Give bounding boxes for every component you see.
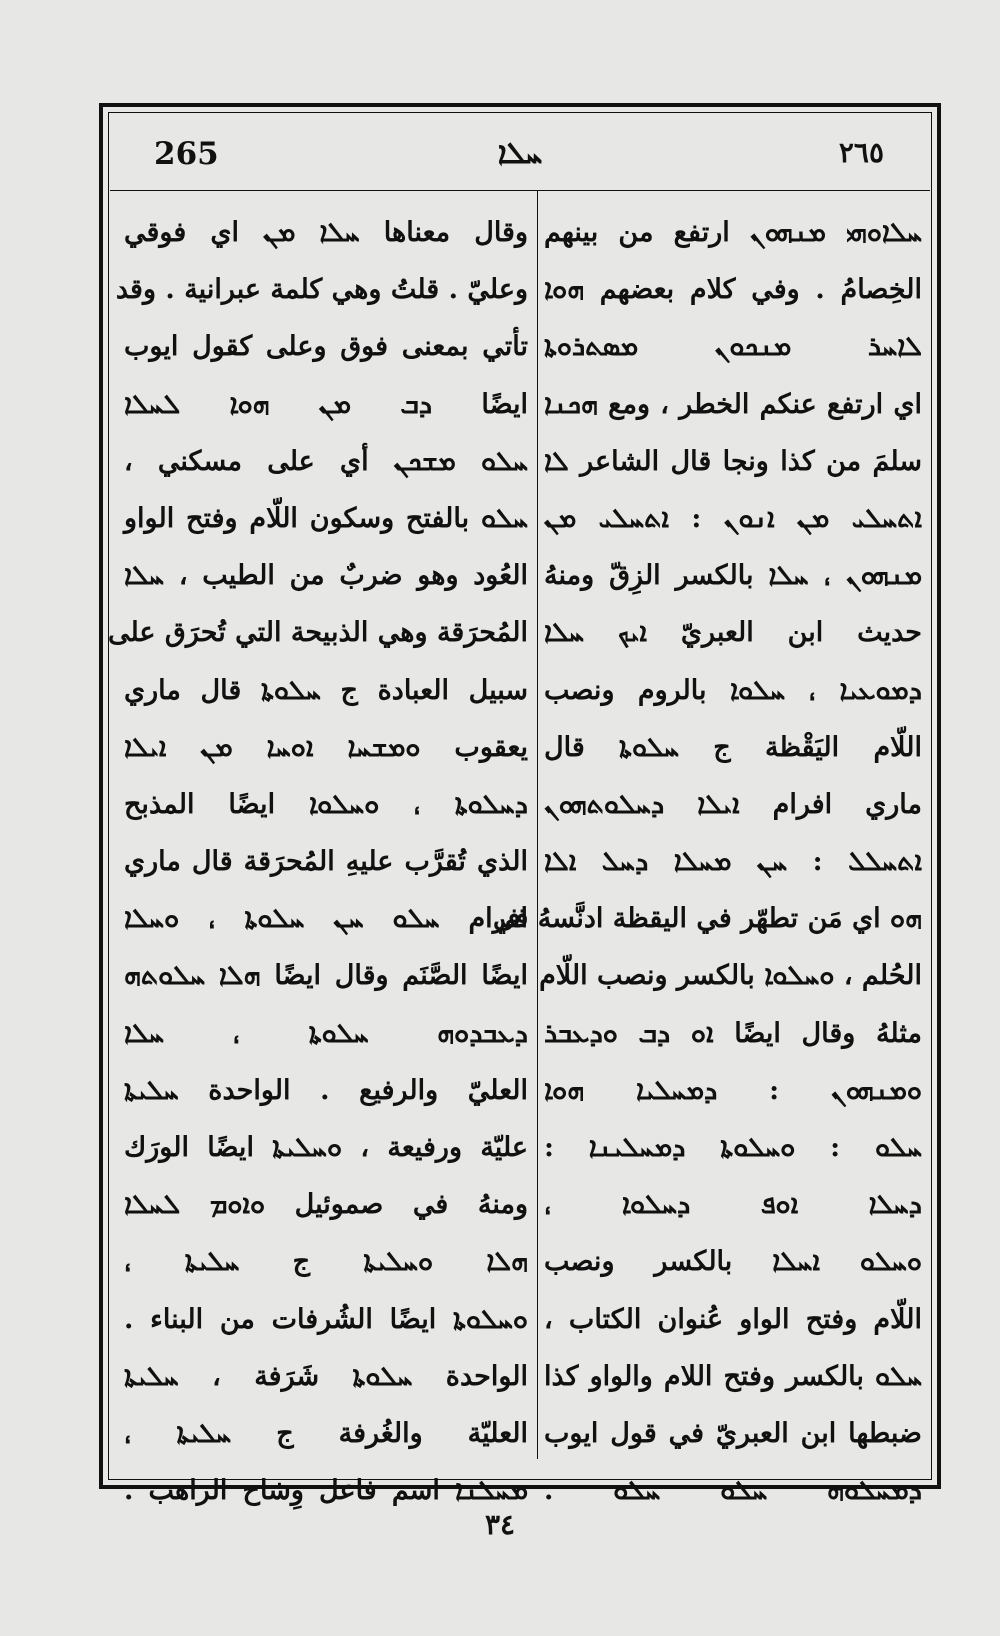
right-column <box>492 204 922 1507</box>
text-line: اللّام وفتح الواو عُنوان الكتاب ، <box>544 1303 922 1335</box>
page-number-latin: 265 <box>154 136 219 172</box>
text-line: ايضًا ܕܒ ܡܢ ܗܘܐ ܠܚܠܐ <box>124 388 528 420</box>
text-line: ܕܡܚܠܘܗ ܚܠܘ ܚܠܘ . <box>544 1475 922 1507</box>
text-line: ܚܠܘ بالكسر وفتح اللام والواو كذا <box>544 1360 922 1392</box>
text-line: العليّة والغُرفة ج ܚܠܝܬܐ ، <box>124 1417 528 1449</box>
text-line: ايضًا الصَّنَم وقال ايضًا ܗܠܐ ܚܠܘܬܗ <box>124 960 528 992</box>
text-line: مثلهُ وقال ايضًا ܐܘ ܕܒ ܘܕܥܒܪ <box>544 1017 922 1049</box>
text-line: ܕܡܘܥܝܐ ، ܚܠܘܐ بالروم ونصب <box>544 674 922 706</box>
text-line: الحُلم ، ܘܚܠܘܐ بالكسر ونصب اللّام <box>539 960 922 992</box>
column-divider <box>537 191 538 1459</box>
text-line: ماري افرام ܐܝܠܐ ܕܚܠܘܬܗܘܢ <box>544 788 922 820</box>
text-line: ضبطها ابن العبريّ في قول ايوب <box>544 1417 922 1449</box>
text-line: ܐܬܚܠܝ ܡܢ ܐܢܘܢ : ܐܬܚܠܝ ܡܢ <box>544 502 922 534</box>
text-line: عليّة ورفيعة ، ܘܚܠܝܬܐ ايضًا الورَك <box>124 1132 528 1163</box>
text-line: العُود وهو ضربٌ من الطيب ، ܚܠܐ <box>124 560 528 592</box>
left-column <box>107 204 528 1507</box>
text-line: ܗܠܐ ܘܚܠܝܬܐ ج ܚܠܝܬܐ ، <box>124 1246 528 1278</box>
text-line: ܕܥܒܕܘܗ ܚܠܘܬܐ ، ܚܠܐ <box>124 1017 528 1049</box>
text-line: ومنهُ في صموئيل ܘܐܘܡ ܠܚܠܐ <box>124 1189 528 1221</box>
text-line: العليّ والرفيع . الواحدة ܚܠܝܬܐ <box>124 1074 528 1106</box>
text-line: ܗܘ اي مَن تطهّر في اليقظة ادنَّسهُ في <box>492 903 922 935</box>
text-line: ܘܚܠܘܬܐ ايضًا الشُرفات من البناء . <box>124 1303 528 1335</box>
text-line: الذي تُقرَّب عليهِ المُحرَقة قال ماري <box>124 846 528 878</box>
text-line: ܚܠܘ بالفتح وسكون اللّام وفتح الواو <box>124 502 528 534</box>
text-line: يعقوب ܘܡܫܚܐ ܐܘܚܐ ܡܢ ܐܝܠܐ <box>124 731 528 763</box>
text-line: ܕܚܠܘܬܐ ، ܘܚܠܘܐ ايضًا المذبح <box>124 788 528 820</box>
text-line: ܚܠܘ ܡܫܟܢ أي على مسكني ، <box>124 445 528 477</box>
text-line: الواحدة ܚܠܘܬܐ شَرَفة ، ܚܠܝܬܐ <box>124 1360 528 1392</box>
text-line: ܘܡܢܗܘܢ : ܕܡܚܠܝܐ ܗܘܐ <box>544 1074 922 1106</box>
text-line: ܘܚܠܘ ܐܚܠܐ بالكسر ونصب <box>544 1246 922 1278</box>
text-line: تأتي بمعنى فوق وعلى كقول ايوب <box>124 331 528 363</box>
text-line: اللّام اليَقْظة ج ܚܠܘܬܐ قال <box>544 731 922 763</box>
page-number-arabic: ٢٦٥ <box>838 136 884 169</box>
running-title: ܚܠܐ <box>497 136 543 171</box>
text-line: ܠܐܚܪ ܡܢܟܘܢ ܡܣܬܪܘܬܐ <box>544 331 922 363</box>
text-line: سبيل العبادة ج ܚܠܘܬܐ قال ماري <box>124 674 528 706</box>
text-line: الخِصامُ . وفي كلام بعضهم ܗܘܐ <box>544 274 922 306</box>
text-line: ܡܚܠܢܐ اسم فاعل وِشاح الراهب . <box>124 1475 528 1507</box>
text-line: ܚܠܘ : ܘܚܠܘܬܐ ܕܡܚܠܝܢܐ : <box>544 1132 922 1163</box>
header-rule <box>110 190 930 191</box>
text-line: ܚܠܐܘܗܝ ܡܢܗܘܢ ارتفع من بينهم <box>544 217 922 248</box>
text-line: ܕܚܠܐ ܐܘܦ ܕܚܠܘܐ ، <box>544 1189 922 1221</box>
text-line: المُحرَقة وهي الذبيحة التي تُحرَق على <box>107 617 528 649</box>
text-line: وعليّ . قلتُ وهي كلمة عبرانية . وقد <box>115 274 528 306</box>
text-line: ܡܢܗܘܢ ، ܚܠܐ بالكسر الزِقّ ومنهُ <box>544 560 922 592</box>
text-line: اي ارتفع عنكم الخطر ، ومع ܗܟܢܐ <box>544 388 922 420</box>
text-line: سلمَ من كذا ونجا قال الشاعر ܠܐ <box>544 445 922 477</box>
text-line: وقال معناها ܚܠܐ ܡܢ اي فوقي <box>124 217 528 248</box>
text-line: افرام ܚܠܘ ܚܢ ܚܠܘܬܐ ، ܘܚܠܐ <box>124 903 528 935</box>
signature-mark: ٣٤ <box>484 1508 516 1541</box>
text-line: ܐܬܚܠܠ : ܚܢ ܡܚܠܐ ܕܚܠ ܐܠܐ <box>544 846 922 878</box>
running-header <box>110 130 930 190</box>
text-line: حديث ابن العبريّ ܐܝܟ ܚܠܐ <box>544 617 922 649</box>
